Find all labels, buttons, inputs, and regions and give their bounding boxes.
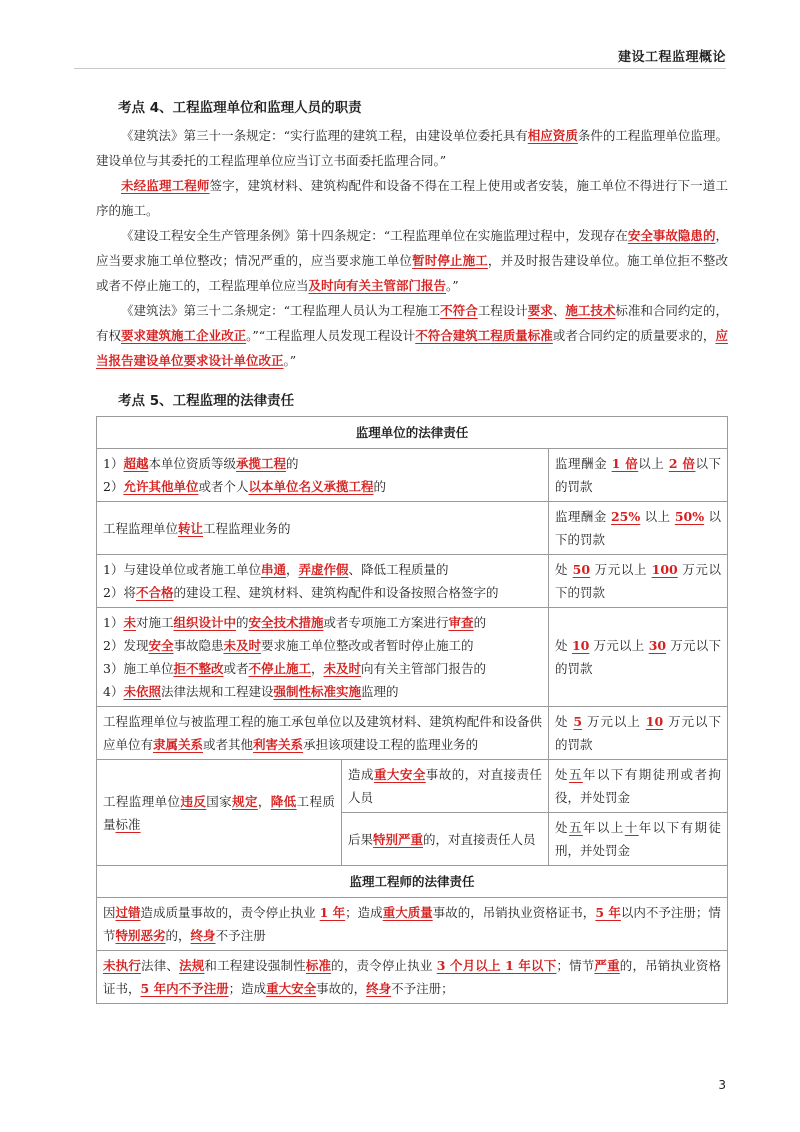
text-run: 的: [236, 615, 249, 630]
highlighted-term: 应当报告建设单位要求设计单位改正: [96, 328, 728, 368]
book-title: 建设工程监理概论: [617, 50, 726, 65]
penalty-cell: [549, 555, 728, 608]
highlighted-term: 未及时: [223, 638, 261, 653]
text-run: 标准和合同约定的，有权: [96, 303, 728, 343]
table-row: [97, 898, 728, 951]
underlined-term: 五: [568, 767, 583, 782]
text-run: 处: [555, 562, 573, 577]
text-run: ，: [257, 793, 271, 809]
text-run: 。”“工程监理人员发现工程设计: [246, 328, 416, 343]
highlighted-term: 100: [651, 562, 678, 577]
paragraph: [96, 173, 728, 223]
violation-line: [103, 680, 542, 703]
text-run: 监理的: [361, 684, 399, 699]
highlighted-term: 不符合建筑工程质量标准: [415, 328, 553, 343]
highlighted-term: 安全技术措施: [248, 615, 324, 630]
highlighted-term: 承揽工程: [235, 456, 286, 471]
penalty-cell: [549, 449, 728, 502]
highlighted-term: 2 倍: [668, 456, 696, 471]
underlined-term: 标准: [115, 816, 141, 832]
violation-cell: [97, 449, 549, 502]
highlighted-term: 终身: [190, 928, 216, 943]
highlighted-term: 未经监理工程师: [121, 178, 210, 193]
table-row: [97, 951, 728, 1004]
text-run: 向有关主管部门报告的: [361, 661, 487, 676]
text-run: 以内不予注册；情节: [103, 905, 721, 943]
highlighted-term: 以本单位名义承揽工程: [248, 479, 374, 494]
highlighted-term: 安全: [148, 638, 174, 653]
highlighted-term: 1 倍: [611, 456, 639, 471]
highlighted-term: 利害关系: [253, 737, 304, 752]
table-row: [97, 449, 728, 502]
text-run: 万元以下的罚款: [555, 562, 721, 600]
page-content: [96, 96, 728, 1004]
text-run: 以上: [638, 456, 669, 471]
highlighted-term: 施工技术: [565, 303, 616, 318]
text-run: 工程质量: [103, 793, 335, 832]
text-run: 万元以上: [590, 562, 652, 577]
violation-line: [103, 657, 542, 680]
text-run: 万元以下的罚款: [555, 714, 721, 752]
text-run: 《建筑法》第三十一条规定：“实行监理的建筑工程，由建设单位委托具有: [121, 128, 528, 143]
highlighted-term: 终身: [366, 981, 392, 996]
text-run: 3）施工单位: [103, 661, 174, 676]
text-run: 和工程建设强制性: [204, 958, 306, 973]
text-run: 或者合同约定的质量要求的，: [552, 328, 716, 343]
highlighted-term: 标准: [305, 958, 332, 973]
violation-line: [103, 634, 542, 657]
highlighted-term: 不合格: [135, 585, 174, 600]
text-run: 万元以下的罚款: [555, 638, 721, 676]
underlined-term: 五: [568, 820, 583, 835]
text-run: 《建设工程安全生产管理条例》第十四条规定：“工程监理单位在实施监理过程中，发现存在: [121, 228, 628, 243]
violation-line: [103, 581, 542, 604]
engineer-liability-header: 监理工程师的法律责任: [97, 866, 728, 898]
text-run: 事故的，吊销执业资格证书，: [432, 905, 596, 920]
text-run: 本单位资质等级: [148, 456, 236, 471]
text-run: 《建筑法》第三十二条规定：“工程监理人员认为工程施工: [121, 303, 441, 318]
violation-line: [103, 611, 542, 634]
text-run: 工程监理单位: [103, 793, 181, 809]
highlighted-term: 5 年内不予注册: [140, 981, 229, 996]
highlighted-term: 10: [571, 638, 590, 653]
text-run: 或者其他: [203, 737, 254, 752]
text-run: 处: [555, 714, 574, 729]
text-run: 监理酬金: [555, 509, 611, 524]
text-run: 以下的罚款: [555, 509, 721, 547]
highlighted-term: 隶属关系: [153, 737, 204, 752]
text-run: ，: [285, 562, 299, 577]
text-run: 监理酬金: [555, 456, 612, 471]
violation-cell: [97, 760, 342, 866]
text-run: 的: [373, 479, 387, 494]
text-run: 法律法规和工程建设: [160, 684, 274, 699]
highlighted-term: 安全事故隐患的: [627, 228, 716, 243]
text-run: 不予注册: [215, 928, 266, 943]
text-run: 1）: [103, 615, 124, 630]
highlighted-term: 转让: [178, 520, 204, 536]
violation-cell: [97, 555, 549, 608]
text-run: 2）: [103, 479, 124, 494]
text-run: 因: [103, 905, 116, 920]
penalty-cell: [549, 502, 728, 555]
highlighted-term: 相应资质: [527, 128, 578, 143]
highlighted-term: 组织设计中: [173, 615, 236, 630]
highlighted-term: 审查: [448, 615, 474, 630]
paragraph: [96, 123, 728, 173]
text-run: 的: [473, 615, 487, 630]
highlighted-term: 50%: [674, 509, 705, 524]
highlighted-term: 弄虚作假: [298, 562, 349, 577]
text-run: 造成质量事故的，责令停止执业: [140, 905, 320, 920]
penalty-cell: [549, 760, 728, 813]
text-run: 1）: [103, 456, 124, 471]
highlighted-term: 1 年: [319, 905, 346, 920]
text-run: 万元以上: [589, 638, 649, 653]
highlighted-term: 法规: [179, 958, 205, 973]
text-run: 签字，建筑材料、建筑构配件和设备不得在工程上使用或者安装，施工单位不得进行下一道工序的施工。: [96, 178, 728, 218]
text-run: 处: [555, 767, 569, 782]
highlighted-term: 过错: [115, 905, 141, 920]
table-row: [97, 502, 728, 555]
text-run: 造成: [348, 767, 374, 782]
highlighted-term: 严重: [594, 958, 620, 973]
text-run: 以上: [640, 509, 675, 524]
highlighted-term: 不符合: [440, 303, 478, 318]
text-run: 条件的工程监理单位监理。建设单位与其委托的工程监理单位应当订立书面委托监理合同。”: [96, 128, 728, 168]
text-run: 2）将: [103, 585, 136, 600]
text-run: 不予注册；: [391, 981, 454, 996]
text-run: 处: [555, 638, 572, 653]
violation-line: [103, 558, 542, 581]
text-run: 的: [286, 456, 299, 471]
table-row: [97, 707, 728, 760]
text-run: 工程监理单位与被监理工程的施工承包单位以及建筑材料、建筑构配件和设备供应单位有: [103, 714, 542, 752]
text-run: 事故的，对直接责任人员: [348, 767, 542, 805]
highlighted-term: 5: [573, 714, 583, 729]
highlighted-term: 超越: [123, 456, 149, 471]
underlined-term: 十: [624, 820, 639, 835]
penalty-cell: [549, 608, 728, 707]
text-run: 事故的，: [316, 981, 367, 996]
text-run: 工程监理业务的: [203, 520, 291, 536]
text-run: 2）发现: [103, 638, 149, 653]
text-run: 工程设计: [477, 303, 528, 318]
text-run: 1）与建设单位或者施工单位: [103, 562, 261, 577]
unit-liability-header: 监理单位的法律责任: [97, 417, 728, 449]
highlighted-term: 特别严重: [373, 831, 424, 847]
liability-table: [96, 416, 728, 1004]
text-run: ；造成: [345, 905, 383, 920]
highlighted-term: 25%: [610, 509, 641, 524]
violation-cell: [97, 608, 549, 707]
violation-cell: [97, 502, 549, 555]
text-run: 以下的罚款: [555, 456, 721, 494]
highlighted-term: 降低: [270, 793, 297, 809]
text-run: 年以上: [582, 820, 625, 835]
text-run: 承担该项建设工程的监理业务的: [303, 737, 479, 752]
highlighted-term: 未及时: [323, 661, 362, 676]
text-run: 要求施工单位整改或者暂时停止施工的: [261, 638, 474, 653]
text-run: 的，: [165, 928, 191, 943]
text-run: 。”: [283, 353, 297, 368]
highlighted-term: 10: [645, 714, 664, 729]
highlighted-term: 强制性标准实施: [273, 684, 361, 699]
header-rule: [74, 68, 726, 69]
text-run: 的，责令停止执业: [331, 958, 437, 973]
highlighted-term: 要求: [527, 303, 553, 318]
highlighted-term: 50: [572, 562, 591, 577]
text-run: 年以下有期徒刑或者拘役，并处罚金: [555, 767, 721, 805]
page-number: 3: [718, 1078, 726, 1092]
highlighted-term: 允许其他单位: [123, 479, 199, 494]
text-run: 万元以上: [582, 714, 646, 729]
highlighted-term: 串通: [260, 562, 286, 577]
highlighted-term: 未依照: [123, 684, 161, 699]
text-run: 对施工: [135, 615, 174, 630]
violation-line: [103, 710, 542, 756]
penalty-cell: [549, 813, 728, 866]
highlighted-term: 未执行: [103, 958, 142, 973]
highlighted-term: 不停止施工: [248, 661, 311, 676]
text-run: 或者专项施工方案进行: [323, 615, 449, 630]
text-run: 或者: [223, 661, 249, 676]
text-run: 、降低工程质量的: [348, 562, 449, 577]
highlighted-term: 5 年: [595, 905, 621, 920]
condition-cell: [342, 813, 549, 866]
text-run: 处: [555, 820, 569, 835]
table-row: [97, 760, 728, 813]
text-run: 法律、: [141, 958, 180, 973]
highlighted-term: 及时向有关主管部门报告: [308, 278, 447, 293]
paragraph: [96, 298, 728, 373]
text-run: ，并及时报告建设单位。施工单位拒不整改或者不停止施工的，工程监理单位应当: [96, 253, 728, 293]
highlighted-term: 重大安全: [266, 981, 317, 996]
engineer-liability-cell: [97, 898, 728, 951]
highlighted-term: 3 个月以上 1 年以下: [436, 958, 557, 973]
text-run: 4）: [103, 684, 124, 699]
text-run: 事故隐患: [173, 638, 224, 653]
violation-line: [103, 517, 542, 540]
text-run: 。”: [446, 278, 459, 293]
highlighted-term: 30: [648, 638, 667, 653]
text-run: 后果: [348, 831, 374, 847]
highlighted-term: 要求建筑施工企业改正: [121, 328, 247, 343]
highlighted-term: 重大质量: [382, 905, 433, 920]
section5-title: 考点 5、工程监理的法律责任: [118, 393, 295, 409]
text-run: 或者个人: [198, 479, 249, 494]
condition-cell: [342, 760, 549, 813]
violation-line: [103, 475, 542, 498]
text-run: 年以下有期徒刑，并处罚金: [555, 820, 721, 858]
highlighted-term: 违反: [180, 793, 207, 809]
text-run: 工程监理单位: [103, 520, 179, 536]
text-run: 的建设工程、建筑材料、建筑构配件和设备按照合格签字的: [173, 585, 499, 600]
highlighted-term: 规定: [232, 793, 258, 809]
text-run: ，: [311, 661, 324, 676]
text-run: 、: [552, 303, 566, 318]
violation-cell: [97, 707, 549, 760]
text-run: 的，吊销执业资格证书，: [103, 958, 721, 996]
text-run: ，应当要求施工单位整改；情况严重的，应当要求施工单位: [96, 228, 728, 268]
text-run: ；造成: [228, 981, 267, 996]
violation-line: [103, 452, 542, 475]
table-row: [97, 608, 728, 707]
engineer-liability-cell: [97, 951, 728, 1004]
paragraph: [96, 223, 728, 298]
table-row: [97, 555, 728, 608]
text-run: ；情节: [556, 958, 595, 973]
highlighted-term: 特别恶劣: [115, 928, 166, 943]
section4-title: 考点 4、工程监理单位和监理人员的职责: [118, 100, 362, 116]
highlighted-term: 拒不整改: [173, 661, 224, 676]
highlighted-term: 暂时停止施工: [412, 253, 488, 268]
penalty-cell: [549, 707, 728, 760]
highlighted-term: 重大安全: [373, 767, 426, 782]
text-run: 国家: [206, 793, 233, 809]
highlighted-term: 未: [123, 615, 136, 630]
text-run: 的，对直接责任人员: [423, 831, 536, 847]
